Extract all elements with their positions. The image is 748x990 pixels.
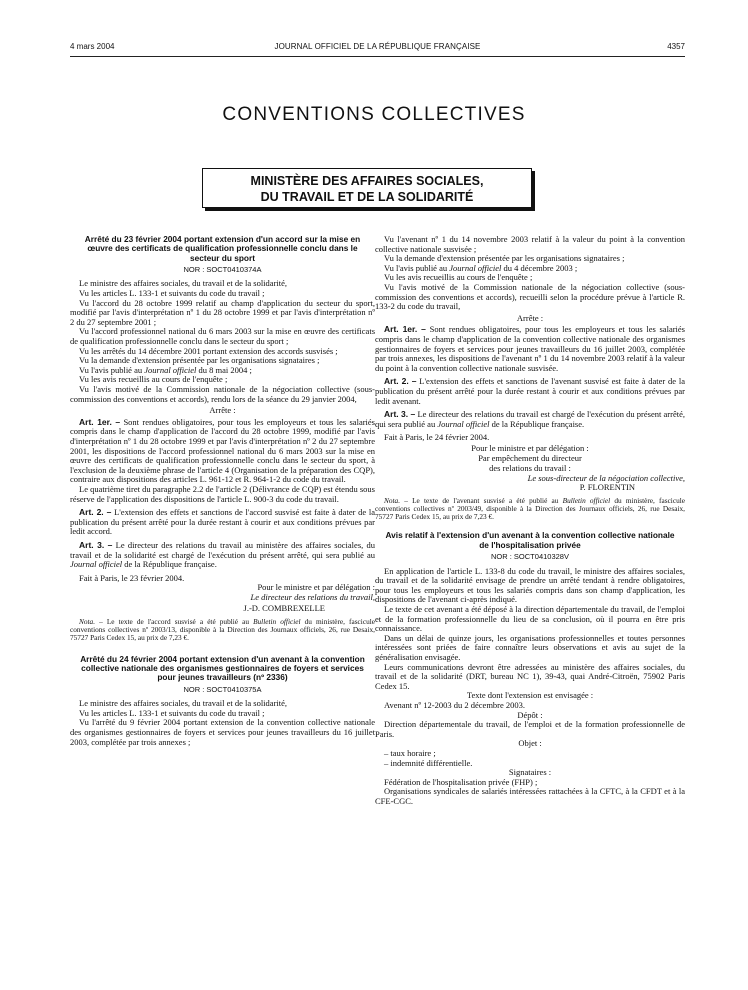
arrete2-article-3: Art. 3. – Le directeur des relations du travail est chargé de l'exécution du présent arrêté, qui sera publié au Journal officiel de la République française. (375, 409, 685, 429)
arrete2-para: Vu l'avis publié au Journal officiel du 4 décembre 2003 ; (384, 262, 578, 273)
avis-texte: Avenant nº 12-2003 du 2 décembre 2003. (384, 699, 526, 710)
arrete2-para: Vu l'arrêté du 9 février 2004 portant extension de la convention collective nationale des organismes gestionnaires de foyers et services pour jeunes travailleurs du 16 juillet 2003, complétée par trois annexes ; (70, 717, 375, 747)
running-header (70, 42, 685, 54)
avis-para: En application de l'article L. 133-8 du code du travail, le ministre des affaires sociales, du travail et de la solidarité envisage de prendre un arrêté tendant à rendre obligatoires, pour tous les employeurs et tous les salariés compris dans son champ d'application, les dispositions de l'avenant ci-après indiqué. (375, 565, 685, 605)
arrete2-signature-3: des relations du travail : (489, 463, 571, 474)
arrete1-article-2: Art. 2. – L'extension des effets et sanctions de l'accord susvisé est faite à dater de la publication du présent arrêté pour la durée restant à courir et aux conditions prévues par ledit accord. (70, 507, 376, 537)
avis-objet-item: – indemnité différentielle. (384, 757, 473, 768)
arrete1-para: Vu les arrêtés du 14 décembre 2001 portant extension des accords susvisés ; (79, 345, 338, 356)
avis-depot-label: Dépôt : (517, 709, 543, 720)
avis-objet-label: Objet : (518, 738, 542, 749)
arrete2-signature-4: Le sous-directeur de la négociation collective, (527, 472, 685, 483)
arrete2-fait: Fait à Paris, le 24 février 2004. (384, 432, 490, 443)
arrete2-article-1: Art. 1er. – Sont rendues obligatoires, pour tous les employeurs et tous les salariés compris dans le champ d'application de la convention collective nationale des organismes gestionnaires de foyers et services pour jeunes travailleurs du 16 juillet 2003, complétée par trois annexes, les dispositions de l'avenant nº 1 du 14 novembre 2003 relatif à la valeur du point à la convention collective nationale susvisée. (375, 324, 685, 373)
arrete1-para: Vu l'avis publié au Journal officiel du 8 mai 2004 ; (79, 364, 252, 375)
arrete1-article-3: Art. 3. – Le directeur des relations du travail au ministère des affaires sociales, du travail et de la solidarité est chargé de l'exécution du présent arrêté, qui sera publié au Journal officiel de la République française. (70, 539, 375, 570)
section-title: CONVENTIONS COLLECTIVES (222, 104, 526, 125)
arrete2-nor: NOR : SOCT0410375A (183, 684, 262, 694)
avis-signataire: Fédération de l'hospitalisation privée (FHP) ; (384, 776, 538, 787)
left-column (70, 235, 375, 747)
arrete1-arrete-label: Arrête : (209, 405, 236, 416)
avis-para: Dans un délai de quinze jours, les organisations professionnelles et toutes personnes intéressées sont priées de faire connaître leurs observations et avis au sujet de la généralisation envisagée. (375, 632, 685, 662)
header-journal-name: JOURNAL OFFICIEL DE LA RÉPUBLIQUE FRANÇAISE (274, 42, 481, 51)
avis-objet-item: – taux horaire ; (384, 747, 436, 758)
avis-nor: NOR : SOCT0410328V (491, 552, 569, 562)
arrete1-para: Vu l'accord du 28 octobre 1999 relatif au champ d'application du secteur du sport, modifié par l'avis d'interprétation nº 1 du 28 octobre 1999 et par l'avis d'interprétation nº 2 du 27 septembre 2001 ; (70, 297, 375, 327)
header-date: 4 mars 2004 (70, 42, 115, 51)
arrete2-para: Vu l'avis motivé de la Commission nationale de la négociation collective (sous-commission des conventions et accords), recueilli selon la procédure prévue à l'article R. 133-2 du code du travail, (375, 281, 685, 312)
arrete2-signatory: P. FLORENTIN (579, 482, 635, 493)
avis-depot: Direction départementale du travail, de l'emploi et de la formation professionnelle de Paris. (375, 719, 685, 739)
arrete2-signature-1: Pour le ministre et par délégation : (471, 442, 589, 453)
arrete1-para: Vu les articles L. 133-1 et suivants du code du travail ; (79, 288, 265, 299)
ministry-line-2: DU TRAVAIL ET DE LA SOLIDARITÉ (260, 190, 474, 204)
arrete2-para: Vu la demande d'extension présentée par les organisations signataires ; (384, 253, 625, 264)
arrete1-signatory: J.-D. COMBREXELLE (243, 603, 325, 614)
right-column (375, 235, 685, 806)
ministry-line-1: MINISTÈRE DES AFFAIRES SOCIALES, (250, 174, 484, 188)
arrete2-arrete-label: Arrête : (516, 312, 544, 323)
arrete1-signature-2: Le directeur des relations du travail, (250, 591, 375, 602)
header-page-number: 4357 (667, 42, 685, 51)
arrete1-para: Vu l'avis motivé de la Commission nationale de la négociation collective (sous-commission des conventions et accords), rendu lors de la séance du 29 janvier 2004, (70, 384, 375, 404)
arrete2-para: Vu l'avenant nº 1 du 14 novembre 2003 relatif à la valeur du point à la convention collective nationale susvisée ; (375, 234, 685, 254)
avis-signataire: Organisations syndicales de salariés intéressées rattachées à la CFTC, à la CFDT et à la CFE-CGC. (375, 786, 685, 806)
arrete1-para: Vu l'accord professionnel national du 6 mars 2003 sur la mise en œuvre des certificats de qualification professionnelle conclu dans le secteur du sport ; (70, 326, 375, 347)
ministry-box (202, 168, 532, 208)
arrete1-article-1: Art. 1er. – Sont rendues obligatoires, pour tous les employeurs et tous les salariés compris dans le champ d'application de l'accord du 28 octobre 1999, modifié par l'avis d'interprétation nº 1 du 28 octobre 1999 et par l'avis d'interprétation nº 2 du 27 septembre 2001, les dispositions de l'accord professionnel national du 6 mars 2003 sur la mise en œuvre des certificats de qualification professionnelle conclu dans le secteur du sport, à l'exclusion de la deuxième phrase de l'article 4 (Organisation de la préparation des CQP), contraire aux dispositions des articles L. 961-12 et R. 964-1-2 du code du travail. (70, 416, 375, 485)
avis-signataires-label: Signataires : (508, 767, 552, 778)
avis-texte-label: Texte dont l'extension est envisagée : (466, 690, 594, 701)
arrete1-fait: Fait à Paris, le 23 février 2004. (79, 572, 185, 583)
arrete1-nor: NOR : SOCT0410374A (183, 264, 262, 274)
arrete2-signature-2: Par empêchement du directeur (478, 453, 582, 464)
arrete2-note: Nota. – Le texte de l'avenant susvisé a été publié au Bulletin officiel du ministère, fascicule conventions collectives nº 2003/49, disponible à la Direction des Journaux officiels, 26, rue Desaix, 75727 Paris Cedex 15, au prix de 7,23 €. (375, 495, 685, 522)
arrete1-para: Vu la demande d'extension présentée par les organisations signataires ; (79, 355, 320, 366)
arrete1-article-1b: Le quatrième tiret du paragraphe 2.2 de l'article 2 (Délivrance de CQP) est étendu sous réserve de l'application des dispositions de l'article L. 900-3 du code du travail. (70, 483, 375, 504)
arrete1-signature-1: Pour le ministre et par délégation : (257, 582, 375, 593)
arrete1-para: Le ministre des affaires sociales, du travail et de la solidarité, (79, 278, 288, 289)
arrete1-title: Arrêté du 23 février 2004 portant extension d'un accord sur la mise en œuvre des certificats de qualification professionnelle conclu dans le secteur du sport (84, 234, 361, 263)
arrete2-para: Le ministre des affaires sociales, du travail et de la solidarité, (79, 698, 288, 709)
arrete2-para: Vu les articles L. 133-1 et suivants du code du travail ; (79, 707, 265, 718)
arrete1-para: Vu les avis recueillis au cours de l'enquête ; (79, 374, 228, 385)
header-rule (70, 56, 685, 57)
avis-title: Avis relatif à l'extension d'un avenant à la convention collective nationale de l'hospitalisation privée (385, 530, 675, 550)
arrete2-para: Vu les avis recueillis au cours de l'enquête ; (384, 272, 533, 283)
avis-para: Le texte de cet avenant a été déposé à la direction départementale du travail, de l'emploi et de la formation professionnelle du lieu de sa conclusion, où il pourra en être pris connaissance. (375, 604, 685, 634)
arrete2-title: Arrêté du 24 février 2004 portant extension d'un avenant à la convention collective nationale des organismes gestionnaires de foyers et services pour jeunes travailleurs (nº 2336) (80, 653, 365, 683)
arrete1-note: Nota. – Le texte de l'accord susvisé a été publié au Bulletin officiel du ministère, fascicule conventions collectives nº 2003/13, disponible à la Direction des Journaux officiels, 26, rue Desaix, 75727 Paris Cedex 15, au prix de 7,23 €. (70, 617, 375, 643)
avis-para: Leurs communications devront être adressées au ministère des affaires sociales, du travail et de la solidarité (DRT, bureau NC 1), 39-43, quai André-Citroën, 75902 Paris Cedex 15. (375, 661, 685, 691)
arrete2-article-2: Art. 2. – L'extension des effets et sanctions de l'avenant susvisé est faite à dater de la publication du présent arrêté pour la durée restant à courir et aux conditions prévues par ledit avenant. (375, 376, 685, 406)
